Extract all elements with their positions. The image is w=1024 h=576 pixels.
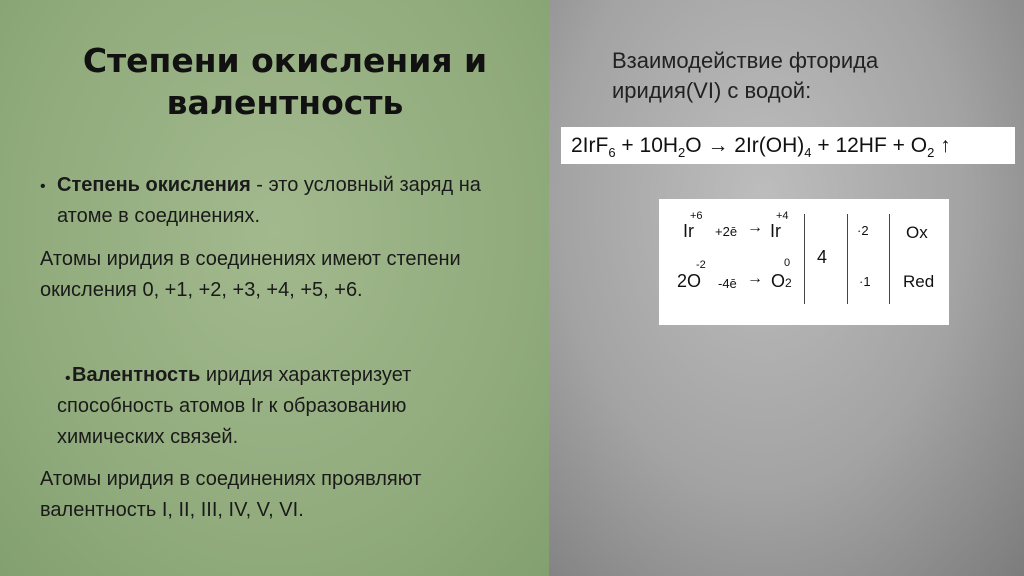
label-ox: Ox	[906, 223, 928, 242]
term-oxidation-state: Степень окисления	[57, 174, 251, 196]
term-valence: Валентность	[72, 364, 201, 386]
divider-line	[804, 214, 805, 304]
divider-line	[847, 214, 848, 304]
valence-text: иридия характеризует	[200, 364, 412, 386]
coefficient-2: ·1	[859, 274, 871, 289]
para1-line1: Атомы иридия в соединениях имеют степени	[40, 248, 461, 270]
para1-line2: окисления 0, +1, +2, +3, +4, +5, +6.	[40, 279, 363, 301]
electrons-gained: +2ē	[715, 224, 738, 239]
valence-text-line2: способность атомов Ir к образованию	[57, 395, 407, 417]
bullet-dot-icon: •	[65, 370, 71, 387]
electron-balance-table	[659, 199, 949, 325]
title-line-2: валентность	[166, 83, 404, 122]
least-common-multiple: 4	[817, 247, 828, 267]
divider-line	[889, 214, 890, 304]
coefficient-1: ·2	[857, 223, 869, 238]
para2-line2: валентность I, II, III, IV, V, VI.	[40, 499, 304, 521]
arrow-icon: →	[747, 270, 763, 287]
ir-left: Ir	[683, 221, 694, 241]
oxygen-right: O2	[771, 271, 792, 291]
ox-state-o-right: 0	[784, 257, 791, 269]
reaction-heading	[612, 46, 878, 106]
para2-line1: Атомы иридия в соединениях проявляют	[40, 468, 422, 490]
ir-right: Ir	[770, 221, 781, 241]
bullet-oxidation-state	[57, 170, 481, 232]
slide-title	[40, 40, 530, 124]
heading-line1: Взаимодействие фторида	[612, 48, 879, 73]
chemical-equation: $2IrF_6 + 10H_2O \to 2Ir(OH)_4 + 12HF + O_2$ ↑	[561, 127, 1015, 164]
heading-line2: иридия(VI) с водой:	[612, 78, 812, 103]
ox-state-o-left: -2	[696, 259, 706, 271]
paragraph-oxidation-states	[40, 244, 461, 306]
bullet-dot-icon: •	[40, 178, 46, 195]
oxygen-left: 2O	[677, 271, 702, 291]
valence-text-line3: химических связей.	[57, 426, 239, 448]
ox-state-ir-left: +6	[690, 210, 703, 222]
bullet-valence	[57, 360, 411, 453]
title-line-1: Степени окисления и	[82, 41, 488, 80]
label-red: Red	[903, 272, 935, 291]
paragraph-valences	[40, 464, 421, 526]
electrons-lost: -4ē	[718, 276, 737, 291]
definition-text-line2: атоме в соединениях.	[57, 205, 260, 227]
arrow-icon: →	[747, 219, 763, 236]
ox-state-ir-right: +4	[776, 210, 789, 222]
definition-text: - это условный заряд на	[250, 174, 481, 196]
